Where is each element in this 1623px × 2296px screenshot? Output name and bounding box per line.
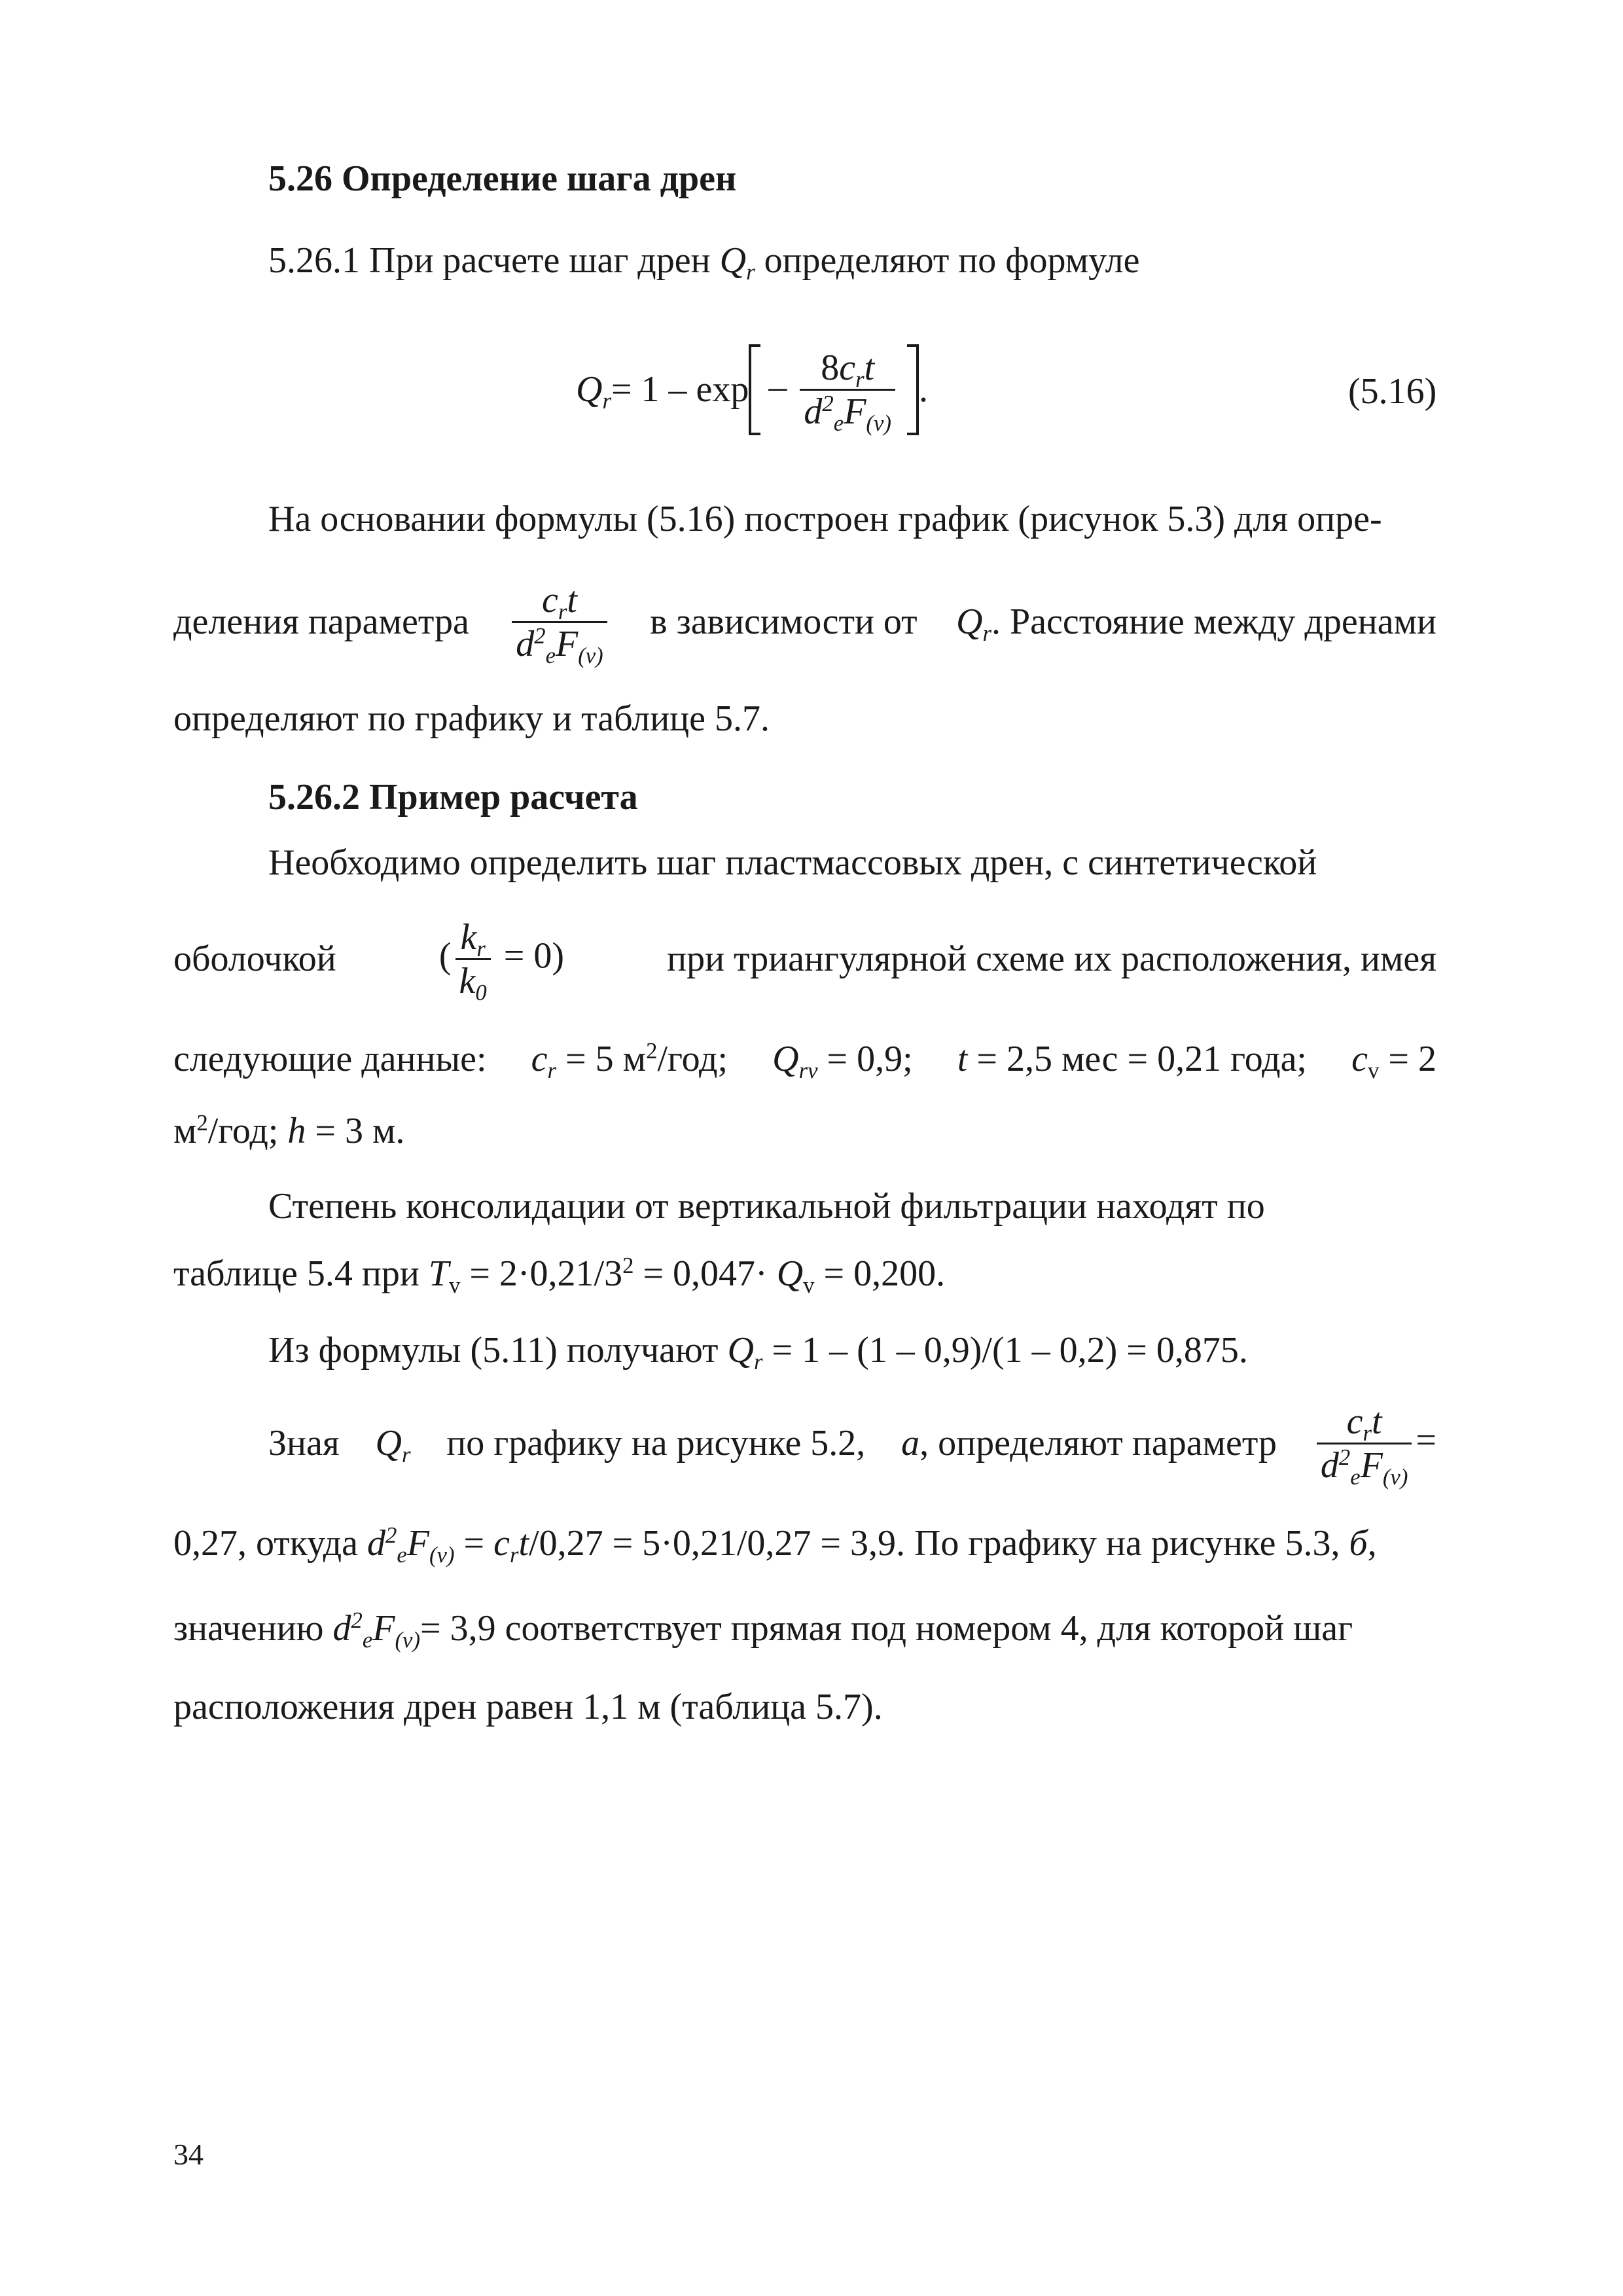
example-line11: расположения дрен равен 1,1 м (таблица 5.7). — [173, 1687, 883, 1727]
example-line1: Необходимо определить шаг пластмассовых дрен, с синтетической — [268, 842, 1317, 883]
example-line2: оболочкой ( $\frac{k_r}{k_0}$ = 0) при триангулярной схеме их расположения, имея — [173, 916, 1436, 1005]
page-number: 34 — [173, 2138, 204, 2171]
example-line7: Из формулы (5.11) получают $Q_r = 1 - (1 - 0,9)/(1 - 0,2) = 0,875$. — [268, 1330, 1248, 1375]
kr-k0-fraction: $\frac{k_r}{k_0}$ — [455, 919, 491, 999]
paragraph-basis-line3: определяют по графику и таблице 5.7. — [173, 698, 770, 739]
example-line10: значению $d^2_eF_{(v)}= 3,9$ соответствует прямая под номером 4, для которой шаг — [173, 1607, 1353, 1653]
example-line6: таблице 5.4 при $T_v = 2\cdot 0,21/3^2 = 0,047\cdot Q_v = 0,200$. — [173, 1252, 946, 1299]
formula-number: (5.16) — [1348, 371, 1437, 412]
paragraph-5-26-1: 5.26.1 При расчете шаг дрен $Q_r$ определяют по формуле — [268, 240, 1140, 285]
parameter-fraction-2: $\frac{c_rt}{d^2_eF_{(v)}}$ — [1317, 1403, 1412, 1484]
example-line4: $м^2$/год; h = 3 м. — [173, 1109, 405, 1151]
example-line5: Степень консолидации от вертикальной фильтрации находят по — [268, 1186, 1265, 1227]
formula-bracket: – $\frac{8c_rt}{d^2_eF_{(v)}}$ — [749, 350, 919, 430]
symbol-Qr: $Q_r$ — [719, 240, 755, 285]
section-heading: 5.26 Определение шага дрен — [268, 158, 737, 199]
parameter-fraction: $\frac{c_rt}{d^2_eF_{(v)}}$ — [512, 582, 607, 662]
example-heading: 5.26.2 Пример расчета — [268, 777, 638, 817]
paragraph-basis-line1: На основании формулы (5.16) построен график (рисунок 5.3) для опре- — [268, 499, 1382, 539]
paragraph-basis-line2: деления параметра $\frac{c_rt}{d^2_eF_{(v)}}$ в зависимости от $Q_r$. Расстояние между дренами — [173, 579, 1436, 668]
formula-fraction: $\frac{8c_rt}{d^2_eF_{(v)}}$ — [800, 350, 895, 430]
example-line9: 0,27, откуда $d^2_eF_{(v)} = c_rt/0,27 = 5\cdot 0,21/0,27 = 3,9$. По графику на рисунке 5.3, б, — [173, 1522, 1377, 1568]
formula-5-16: $Q_r$ = 1 – exp – $\frac{8c_rt}{d^2_eF_{(v)}}$ . — [576, 347, 928, 436]
example-line3: следующие данные: $c_r = 5$ $м^2$/год; $Q_{rv} = 0,9$; t = 2,5 мес = 0,21 года; $c_v = 2$ — [173, 1037, 1436, 1084]
example-line8: Зная $Q_r$ по графику на рисунке 5.2, а, определяют параметр $\frac{c_rt}{d^2_eF_{(v)}}$ = — [268, 1401, 1436, 1490]
